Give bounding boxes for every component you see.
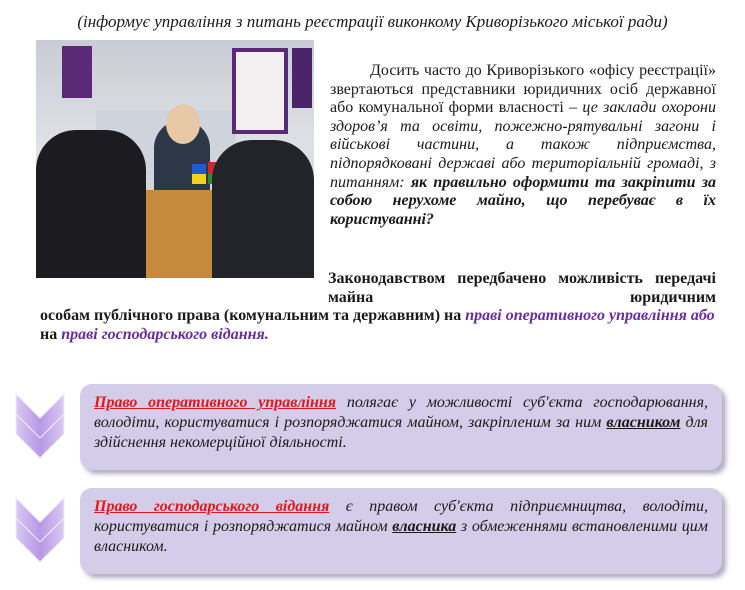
card1-text-end: для здійснення некомерційної діяльності. xyxy=(94,414,708,451)
owner-word: власника xyxy=(392,518,457,535)
clerk-head xyxy=(166,104,200,144)
law-line2-mid: на xyxy=(40,325,62,343)
wall-poster xyxy=(232,48,288,134)
header-caption: (інформує управління з питань реєстрації виконкому Криворізького міської ради) xyxy=(77,12,668,31)
intro-lead: Досить часто до Криворізького «офісу реєстрації» звертаються представники юридичних осіб державної або комунальної форми власності – xyxy=(330,62,716,117)
intro-question: як правильно оформити та закріпити за собою нерухоме майно, що перебуває в їх користуванні? xyxy=(330,173,717,228)
intro-paragraph xyxy=(330,62,716,229)
economic-management-phrase: праві господарського відання. xyxy=(61,325,269,343)
economic-management-card xyxy=(80,488,722,574)
wall-poster xyxy=(292,48,312,108)
chevron-down-icon xyxy=(14,492,66,566)
law-paragraph xyxy=(40,270,716,344)
operative-management-phrase: праві оперативного управління або xyxy=(465,307,715,325)
law-line2-start: особам публічного права (комунальним та державним) на xyxy=(40,307,466,325)
visitor-figure xyxy=(36,130,146,278)
law-line1: Законодавством передбачено можливість передачі майна юридичним xyxy=(328,270,716,306)
flag-ukraine xyxy=(192,164,206,184)
operative-management-card xyxy=(80,384,722,470)
economic-management-term: Право господарського відання xyxy=(94,498,330,515)
operative-management-term: Право оперативного управління xyxy=(94,394,337,411)
intro-italic: це заклади охорони здоров’я та освіти, пожежно-рятувальні загони і військові частини, а також підприємства, підпорядковані державі або територіальній громаді, з питанням: xyxy=(330,99,716,191)
law-line2 xyxy=(40,307,716,344)
wall-poster xyxy=(62,46,92,98)
card2-text-end: з обмеженнями встановленими цим власником. xyxy=(94,518,708,555)
office-photo xyxy=(36,40,314,278)
card2-text: є правом суб'єкта підприємництва, володіти, користуватися і розпоряджатися майном xyxy=(94,498,709,535)
owner-word: власником xyxy=(606,414,681,431)
card1-text: полягає у можливості суб'єкта господарювання, володіти, користуватися і розпоряджатися майном, закріпленим за ним xyxy=(94,394,709,431)
chevron-down-icon xyxy=(14,388,66,462)
visitor-figure xyxy=(212,140,314,278)
